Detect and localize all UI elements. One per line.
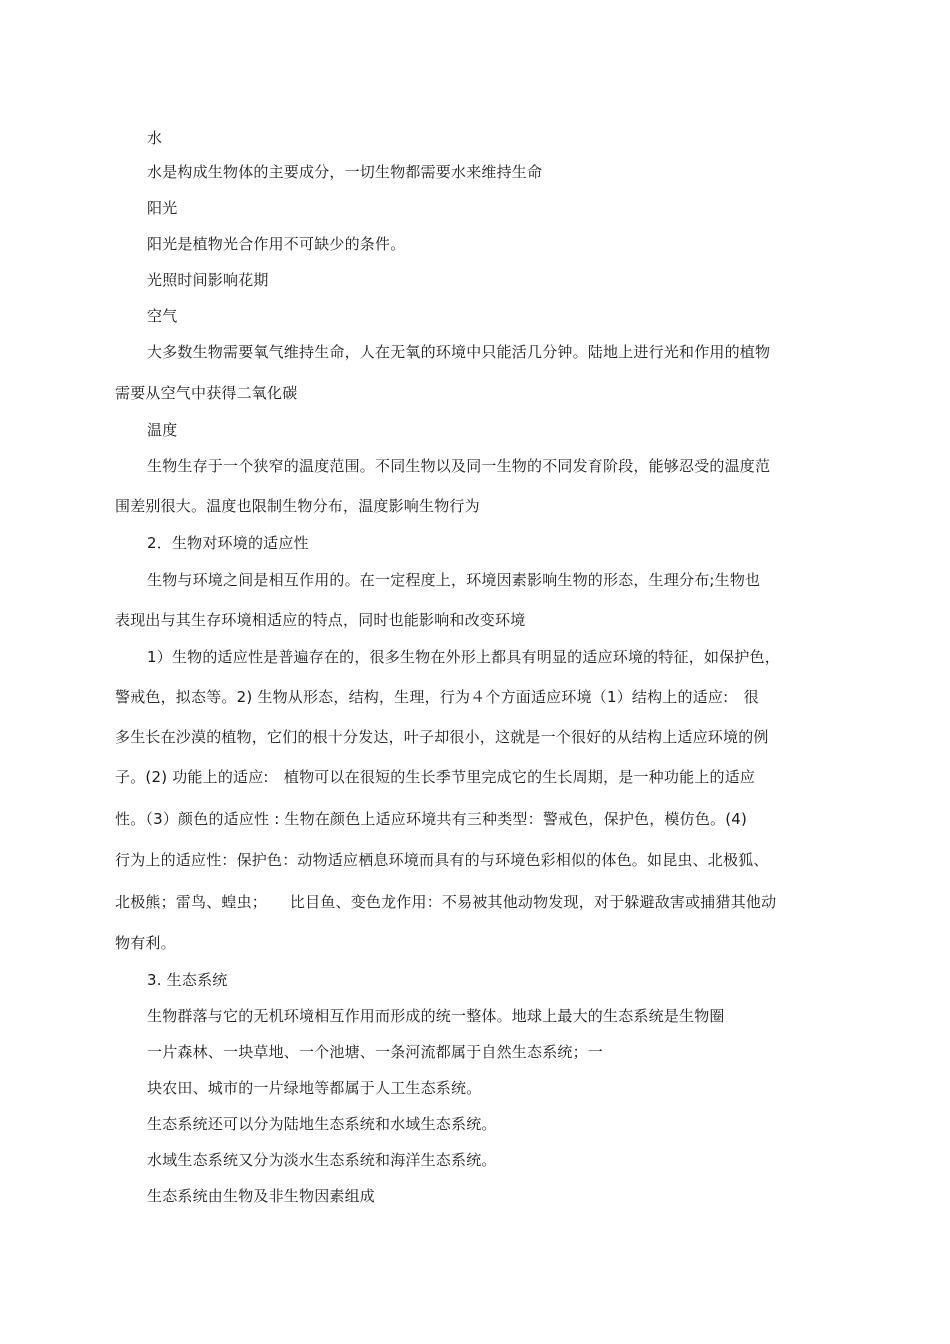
paragraph-water: 水是构成生物体的主要成分，一切生物都需要水来维持生命 [147,163,543,181]
paragraph-adaptation-line-8: 物有利。 [115,934,176,952]
paragraph-adaptation-line-5: 性。（3）颜色的适应性 : 生物在颜色上适应环境共有三种类型：警戒色，保护色，模仿色。(4) [115,810,748,828]
paragraph-light-duration: 光照时间影响花期 [147,271,269,289]
paragraph-sunlight: 阳光是植物光合作用不可缺少的条件。 [147,235,406,253]
paragraph-land-water: 生态系统还可以分为陆地生态系统和水域生态系统。 [147,1115,497,1133]
paragraph-natural-ecosystems: 一片森林、一块草地、一个池塘、一条河流都属于自然生态系统；一 [147,1043,604,1061]
paragraph-freshwater-marine: 水域生态系统又分为淡水生态系统和海洋生态系统。 [147,1151,497,1169]
paragraph-interaction-line-2: 表现出与其生存环境相适应的特点，同时也能影响和改变环境 [115,611,526,629]
paragraph-components: 生态系统由生物及非生物因素组成 [147,1187,376,1205]
heading-temperature: 温度 [147,421,178,439]
section-heading-adaptation: 2．生物对环境的适应性 [147,534,309,552]
paragraph-adaptation-line-7: 北极熊；雷鸟、蝗虫； 比目鱼、变色龙作用：不易被其他动物发现，对于躲避敌害或捕猎其他动 [115,893,777,911]
section-heading-ecosystem: 3. 生态系统 [147,971,228,989]
paragraph-adaptation-line-4: 子。(2) 功能上的适应: 植物可以在很短的生长季节里完成它的生长周期，是一种功能上的适应 [115,768,756,786]
paragraph-air-line-2: 需要从空气中获得二氧化碳 [115,384,298,402]
heading-water: 水 [147,129,163,147]
heading-air: 空气 [147,307,178,325]
paragraph-adaptation-line-1: 1）生物的适应性是普遍存在的，很多生物在外形上都具有明显的适应环境的特征，如保护色， [147,648,780,666]
paragraph-ecosystem-definition: 生物群落与它的无机环境相互作用而形成的统一整体。地球上最大的生态系统是生物圈 [147,1007,725,1025]
heading-sunlight: 阳光 [147,199,178,217]
paragraph-artificial-ecosystems: 块农田、城市的一片绿地等都属于人工生态系统。 [147,1079,482,1097]
paragraph-interaction-line-1: 生物与环境之间是相互作用的。在一定程度上，环境因素影响生物的形态，生理分布;生物也 [147,571,761,589]
paragraph-air-line-1: 大多数生物需要氧气维持生命，人在无氧的环境中只能活几分钟。陆地上进行光和作用的植物 [147,343,771,361]
paragraph-adaptation-line-3: 多生长在沙漠的植物，它们的根十分发达，叶子却很小，这就是一个很好的从结构上适应环境的例 [115,728,769,746]
paragraph-adaptation-line-6: 行为上的适应性：保护色：动物适应栖息环境而具有的与环境色彩相似的体色。如昆虫、北极狐、 [115,851,769,869]
paragraph-temperature-line-2: 围差别很大。温度也限制生物分布，温度影响生物行为 [115,497,480,515]
paragraph-temperature-line-1: 生物生存于一个狭窄的温度范围。不同生物以及同一生物的不同发育阶段，能够忍受的温度范 [147,457,771,475]
paragraph-adaptation-line-2: 警戒色，拟态等。2) 生物从形态，结构，生理，行为４个方面适应环境（1）结构上的适应: 很 [115,688,759,706]
